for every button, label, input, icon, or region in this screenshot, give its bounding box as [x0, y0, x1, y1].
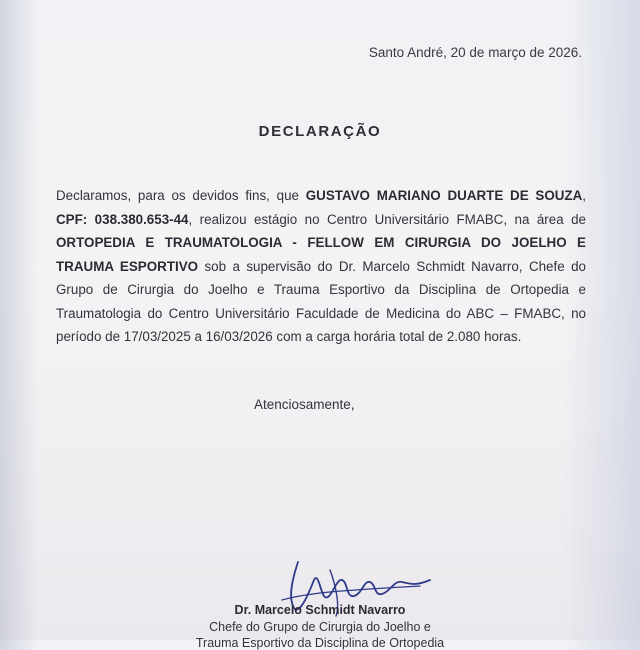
document-title: DECLARAÇÃO [258, 123, 382, 140]
signer-role-line-2: Trauma Esportivo da Disciplina de Ortopedia [195, 636, 445, 650]
declaration-paragraph [56, 184, 586, 349]
training-area: ORTOPEDIA E TRAUMATOLOGIA - FELLOW EM CIRURGIA DO JOELHO E TRAUMA ESPORTIVO [56, 235, 586, 274]
paragraph-text-3: , realizou estágio no Centro Universitário FMABC, na área de [188, 211, 586, 227]
student-name: GUSTAVO MARIANO DUARTE DE SOUZA [305, 188, 583, 203]
signer-name: Dr. Marcelo Schmidt Navarro [234, 603, 406, 617]
signer-role-line-1: Chefe do Grupo de Cirurgia do Joelho e [209, 620, 431, 634]
student-cpf: CPF: 038.380.653-44 [56, 211, 189, 227]
date-line: Santo André, 20 de março de 2026. [368, 45, 582, 60]
closing-salutation: Atenciosamente, [254, 397, 355, 412]
paragraph-text-1: Declaramos, para os devidos fins, que [56, 188, 306, 203]
paragraph-text-4: sob a supervisão do Dr. Marcelo Schmidt Navarro, Chefe do Grupo de Cirurgia do Joelho e Trauma Esportivo da Disciplina de Ortopedia e Traumatologia do Centro Universitário Faculdade de Medicina do ABC – FMABC, no período de 17/03/2025 a 16/03/2026 com a carga horária total de 2.080 horas. [56, 258, 586, 344]
paragraph-text-2: , [582, 188, 586, 203]
